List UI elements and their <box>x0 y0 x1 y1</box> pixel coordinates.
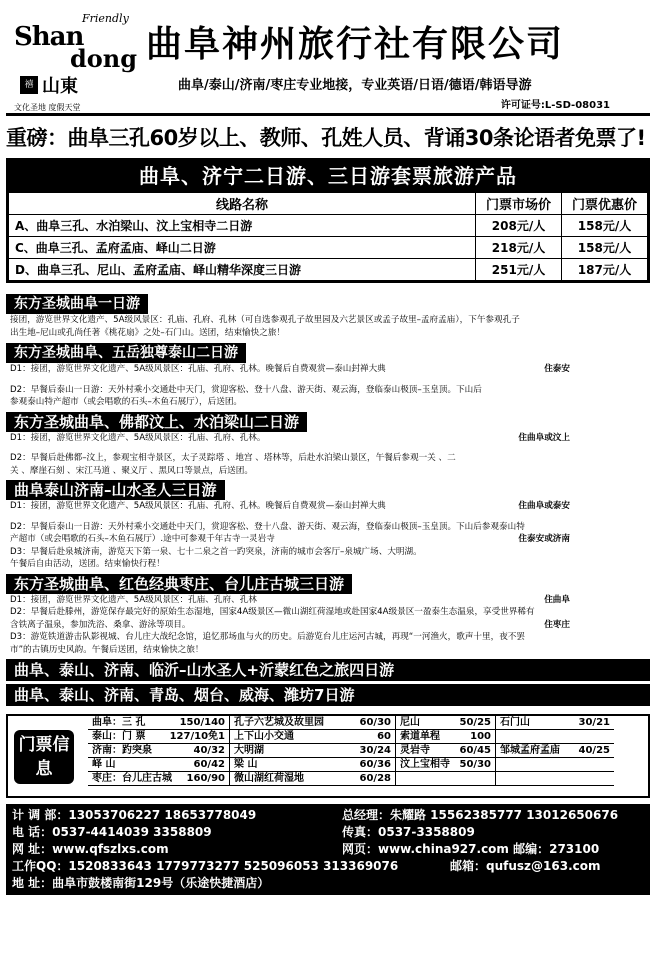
spacer <box>6 444 650 452</box>
contact-left: 工作QQ：1520833643 1779773277 525096053 313369076 <box>12 859 399 873</box>
route-line <box>6 363 650 376</box>
ticket-site: 济南：趵突泉 <box>92 745 152 756</box>
route-line-text: D2：早餐后赴佛都–汶上，参观宝相寺景区，太子灵踪塔 、地宫 、塔林等，后赴水泊梁山景区，午餐后参观一关 、二 <box>10 453 456 463</box>
route-line <box>6 631 650 644</box>
ticket-row <box>88 772 648 786</box>
discount-price-cell: 158元/人 <box>562 215 648 237</box>
ticket-cell <box>230 730 396 744</box>
ticket-site: 邹城孟府孟庙 <box>500 745 560 756</box>
headline: 重磅：曲阜三孔60岁以上、教师、孔姓人员、背诵30条论语者免票了! <box>6 126 646 150</box>
ticket-cell <box>88 772 230 786</box>
spacer <box>6 376 650 384</box>
ticket-cell <box>396 744 496 758</box>
package-title: 曲阜、济宁二日游、三日游套票旅游产品 <box>8 160 648 192</box>
ticket-cell <box>496 758 614 772</box>
route-title: 东方圣城曲阜、红色经典枣庄、台儿庄古城三日游 <box>6 574 352 594</box>
route-line <box>6 500 650 513</box>
lodging-tag: 住枣庄 <box>544 619 570 630</box>
ticket-price: 127/10免1 <box>169 731 225 742</box>
route-line-text: D3：游览铁道游击队影视城、台儿庄大战纪念馆，追忆那场血与火的历史。后游览台儿庄运河古城，再现“一河渔火，歌声十里，夜不罢 <box>10 632 525 642</box>
logo-shan-text: Shan <box>14 22 84 52</box>
route-line <box>6 465 650 478</box>
route-line-text: D2：早餐后泰山一日游：天外村乘小交通赴中天门，赏迎客松、登十八盘、游天街、观云海，登临泰山极顶–玉皇顶。下山后 <box>10 384 482 395</box>
table-header-row <box>9 193 648 215</box>
ticket-site: 汶上宝相寺 <box>400 759 450 770</box>
ticket-cell <box>230 758 396 772</box>
ticket-cell <box>88 744 230 758</box>
ticket-cell <box>88 758 230 772</box>
ticket-price: 30/24 <box>359 745 391 756</box>
ticket-cell <box>396 730 496 744</box>
discount-price-cell: 187元/人 <box>562 259 648 281</box>
table-row <box>9 215 648 237</box>
ticket-price: 50/30 <box>459 759 491 770</box>
ticket-price: 40/32 <box>193 745 225 756</box>
lodging-tag: 住泰安 <box>544 364 570 374</box>
ticket-cell <box>230 772 396 786</box>
route-line <box>6 314 650 327</box>
route-line-text: 市”的古镇历史风韵。午餐后送团，结束愉快之旅！ <box>10 644 204 655</box>
lodging-tag: 住曲阜或汶上 <box>518 432 570 443</box>
header <box>6 4 650 116</box>
logo-seal-icon: 禧 <box>20 76 38 94</box>
ticket-price: 100 <box>470 731 491 742</box>
route-zaozhuang-three-day <box>6 574 650 657</box>
ticket-price: 60/45 <box>459 745 491 756</box>
lodging-tag: 住泰安或济南 <box>518 534 570 544</box>
routes-list <box>6 293 650 656</box>
contact-row <box>12 824 644 841</box>
route-line-text: D2：早餐后泰山一日游：天外村乘小交通赴中天门，赏迎客松、登十八盘、游天街、观云海，登临泰山极顶–玉皇顶。下山后参观泰山特 <box>10 521 525 532</box>
ticket-site: 泰山：门 票 <box>92 731 146 742</box>
ticket-row <box>88 716 648 730</box>
route-title: 曲阜泰山济南–山水圣人三日游 <box>6 480 225 500</box>
contact-left: 计 调 部：13053706227 18653778049 <box>12 808 257 822</box>
header-discount-price: 门票优惠价 <box>562 193 648 215</box>
ticket-site: 石门山 <box>500 717 530 728</box>
ticket-cell <box>496 744 614 758</box>
logo-chinese-text: 山東 <box>42 76 78 97</box>
route-title: 东方圣城曲阜、佛都汶上、水泊梁山二日游 <box>6 412 307 432</box>
ticket-row <box>88 744 648 758</box>
route-line-text: 参观泰山特产超市（或会唱歌的石头–木鱼石展厅），后送团。 <box>10 397 243 407</box>
contact-row <box>12 807 644 824</box>
lodging-tag: 住曲阜 <box>544 594 570 605</box>
ticket-site: 灵岩寺 <box>400 745 430 756</box>
route-title: 东方圣城曲阜、五岳独尊泰山二日游 <box>6 343 246 363</box>
route-line <box>6 619 650 632</box>
route-line-text: D3：早餐后赴泉城济南，游览天下第一泉、七十二泉之首一趵突泉，济南的城市会客厅–泉城广场、大明湖。 <box>10 546 422 557</box>
ticket-price: 160/90 <box>186 773 225 784</box>
route-name-cell: A、曲阜三孔、水泊梁山、汶上宝相寺二日游 <box>9 215 476 237</box>
ticket-cell <box>496 730 614 744</box>
route-jinan-three-day <box>6 480 650 571</box>
ticket-price: 50/25 <box>459 717 491 728</box>
route-line-text: D1：接团，游览世界文化遗产、5A级风景区：孔庙、孔府、孔林。 <box>10 432 266 443</box>
company-name: 曲阜神州旅行社有限公司 <box>146 24 565 65</box>
ticket-cell <box>396 772 496 786</box>
ticket-cell <box>496 772 614 786</box>
header-market-price: 门票市场价 <box>476 193 562 215</box>
contact-block <box>6 804 650 895</box>
ticket-cell <box>88 730 230 744</box>
header-route-name: 线路名称 <box>9 193 476 215</box>
ticket-site: 梁 山 <box>234 759 258 770</box>
table-row <box>9 237 648 259</box>
ticket-cell <box>230 744 396 758</box>
ticket-price: 150/140 <box>179 717 225 728</box>
route-line <box>6 396 650 409</box>
route-line <box>6 594 650 607</box>
contact-left: 地 址：曲阜市鼓楼南街129号（乐途快捷酒店） <box>12 876 270 890</box>
ticket-price: 60 <box>377 731 391 742</box>
ticket-site: 上下山小交通 <box>234 731 294 742</box>
logo-friendly-text: Friendly <box>82 12 129 25</box>
market-price-cell: 218元/人 <box>476 237 562 259</box>
ticket-site: 微山湖红荷湿地 <box>234 773 304 784</box>
route-line <box>6 546 650 559</box>
route-line <box>6 432 650 445</box>
lodging-tag: 住曲阜或泰安 <box>518 501 570 511</box>
ticket-site: 曲阜：三 孔 <box>92 717 146 728</box>
contact-left: 电 话：0537-4414039 3358809 <box>12 825 212 839</box>
license-number: 许可证号:L-SD-08031 <box>500 100 610 111</box>
market-price-cell: 251元/人 <box>476 259 562 281</box>
route-name-cell: C、曲阜三孔、孟府孟庙、峄山二日游 <box>9 237 476 259</box>
shandong-logo <box>12 12 138 112</box>
route-taishan-two-day <box>6 342 650 409</box>
route-line <box>6 644 650 657</box>
contact-row <box>12 841 644 858</box>
ticket-row <box>88 730 648 744</box>
route-line <box>6 606 650 619</box>
ticket-info-label: 门票信息 <box>14 730 74 784</box>
route-line <box>6 327 650 340</box>
route-line-text: D1：接团，游览世界文化遗产、5A级风景区：孔庙、孔府、孔林。晚餐后自费观赏—泰山封禅大典 <box>10 364 386 374</box>
contact-right: 邮箱：qufusz@163.com <box>450 859 601 873</box>
market-price-cell: 208元/人 <box>476 215 562 237</box>
contact-right: 网页：www.china927.com 邮编：273100 <box>342 842 600 856</box>
ticket-price: 60/36 <box>359 759 391 770</box>
ticket-price: 60/30 <box>359 717 391 728</box>
contact-left: 网 址：www.qfszlxs.com <box>12 842 169 856</box>
route-bar-seven-day: 曲阜、泰山、济南、青岛、烟台、威海、潍坊7日游 <box>6 684 650 706</box>
route-line <box>6 558 650 571</box>
ticket-info <box>6 714 650 798</box>
logo-slogan: 文化圣地 度假天堂 <box>14 103 81 112</box>
ticket-price: 30/21 <box>578 717 610 728</box>
ticket-price: 60/42 <box>193 759 225 770</box>
package-table-block <box>6 158 650 283</box>
route-line-text: D2：早餐后赴滕州，游览保存最完好的原始生态湿地，国家4A级景区—微山湖红荷湿地或赴国家4A级景区一盈泰生态温泉，享受世界稀有 <box>10 607 535 617</box>
route-line <box>6 384 650 397</box>
table-row <box>9 259 648 281</box>
route-line-text: D1：接团，游览世界文化遗产、5A级风景区：孔庙、孔府、孔林 <box>10 594 257 605</box>
route-line <box>6 452 650 465</box>
ticket-grid <box>88 716 648 786</box>
contact-right: 总经理：朱耀路 15562385777 13012650676 <box>342 808 619 822</box>
ticket-cell <box>496 716 614 730</box>
contact-row <box>12 875 644 892</box>
route-line <box>6 521 650 534</box>
route-line-text: 接团，游览世界文化遗产、5A级风景区：孔庙、孔府、孔林（可自选参观孔子故里园及六艺景区或孟子故里–孟府孟庙），下午参观孔子 <box>10 315 520 325</box>
route-line <box>6 533 650 546</box>
route-line-text: 出生地–尼山或孔尚任著《桃花扇》之处–石门山。送团，结束愉快之旅！ <box>10 327 286 338</box>
route-bar-four-day: 曲阜、泰山、济南、临沂–山水圣人+沂蒙红色之旅四日游 <box>6 659 650 681</box>
package-table <box>8 192 648 281</box>
ticket-cell <box>396 758 496 772</box>
ticket-cell <box>88 716 230 730</box>
spacer <box>6 513 650 521</box>
ticket-site: 大明湖 <box>234 745 264 756</box>
route-line-text: 午餐后自由活动，送团。结束愉快行程！ <box>10 559 165 569</box>
route-title: 东方圣城曲阜一日游 <box>6 294 148 314</box>
ticket-cell <box>396 716 496 730</box>
ticket-price: 60/28 <box>359 773 391 784</box>
ticket-site: 峄 山 <box>92 759 116 770</box>
ticket-site: 孔子六艺城及故里园 <box>234 717 324 728</box>
ticket-site: 枣庄：台儿庄古城 <box>92 773 172 784</box>
route-line-text: D1：接团，游览世界文化遗产、5A级风景区：孔庙、孔府、孔林。晚餐后自费观赏—泰山封禅大典 <box>10 501 386 511</box>
route-name-cell: D、曲阜三孔、尼山、孟府孟庙、峄山精华深度三日游 <box>9 259 476 281</box>
ticket-site: 索道单程 <box>400 731 440 742</box>
ticket-site: 尼山 <box>400 717 420 728</box>
contact-right: 传真：0537-3358809 <box>342 825 475 839</box>
ticket-cell <box>230 716 396 730</box>
route-one-day <box>6 293 650 339</box>
route-line-text: 关 、摩崖石刻 、宋江马道 、聚义厅 、黑风口等景点，后送团。 <box>10 465 253 476</box>
contact-row <box>12 858 644 875</box>
route-line-text: 含铁离子温泉，参加洗浴、桑拿、游泳等项目。 <box>10 619 191 630</box>
logo-dong-text: dong <box>70 44 138 73</box>
services-line: 曲阜/泰山/济南/枣庄专业地接，专业英语/日语/德语/韩语导游 <box>178 78 532 93</box>
route-wenshang-two-day <box>6 412 650 478</box>
ticket-row <box>88 758 648 772</box>
discount-price-cell: 158元/人 <box>562 237 648 259</box>
route-line-text: 产超市（或会唱歌的石头–木鱼石展厅）.途中可参观千年古寺一灵岩寺 <box>10 534 275 544</box>
ticket-price: 40/25 <box>578 745 610 756</box>
